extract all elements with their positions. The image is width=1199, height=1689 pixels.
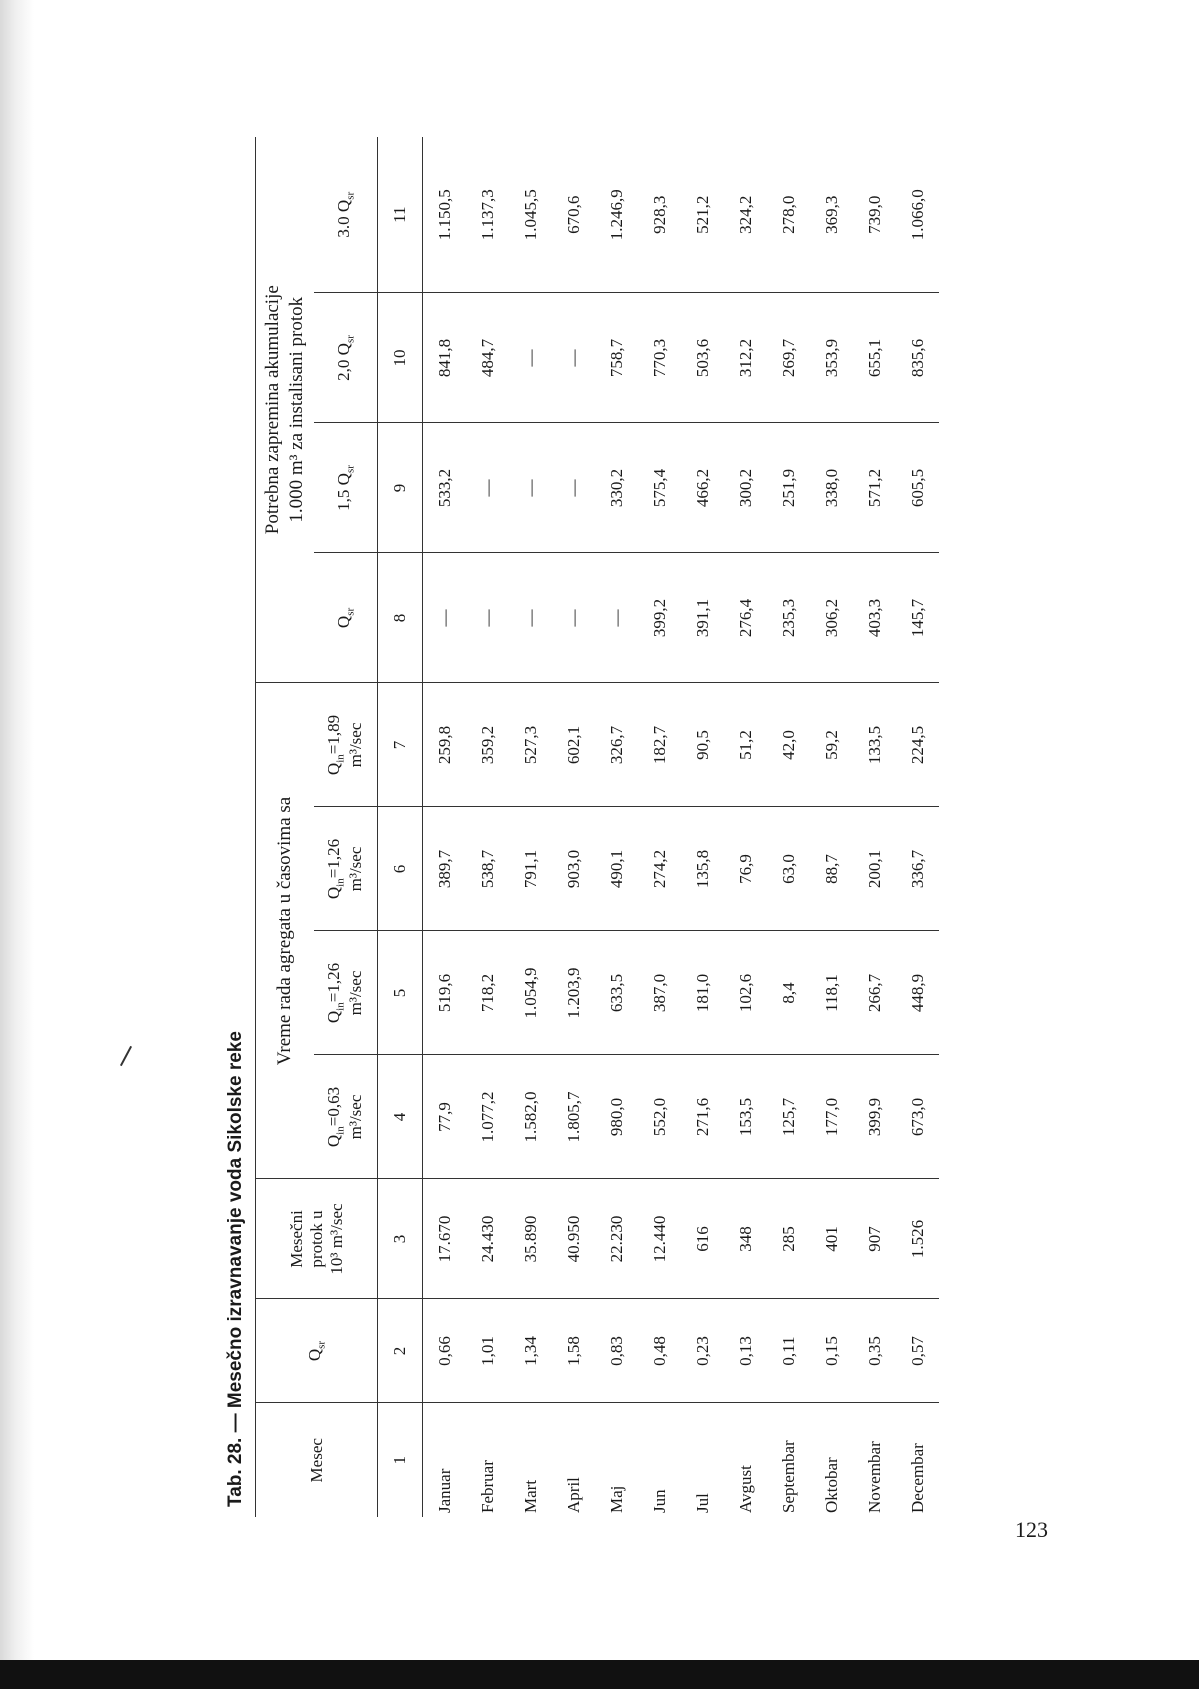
volume-15qsr-cell: 330,2 [595,423,638,553]
volume-qsr-cell: — [423,553,467,683]
table-row [552,137,595,1517]
volume-qsr-cell: 276,4 [724,553,767,683]
monthly-flow-cell: 1.526 [896,1179,939,1299]
table-row [896,137,939,1517]
volume-20qsr-cell: 484,7 [466,293,509,423]
volume-20qsr-cell: 312,2 [724,293,767,423]
volume-30qsr-cell: 1.045,5 [509,137,552,293]
volume-30qsr-cell: 521,2 [681,137,724,293]
table-row [595,137,638,1517]
column-number: 1 [378,1403,423,1517]
volume-15qsr-cell: 251,9 [767,423,810,553]
hours-qin-126a-cell: 118,1 [810,931,853,1055]
volume-qsr-cell: — [509,553,552,683]
monthly-flow-cell: 22.230 [595,1179,638,1299]
volume-30qsr-cell: 739,0 [853,137,896,293]
volume-qsr-cell: — [595,553,638,683]
monthly-flow-cell: 40.950 [552,1179,595,1299]
hours-qin-189-cell: 42,0 [767,683,810,807]
hours-qin-126b-cell: 903,0 [552,807,595,931]
hours-qin-189-cell: 90,5 [681,683,724,807]
volume-20qsr-cell: — [552,293,595,423]
header-zapremina-3-0-qsr: 3.0 $Q_{sr}$ [314,137,378,293]
hours-qin-126a-cell: 1.203,9 [552,931,595,1055]
column-number: 4 [378,1055,423,1179]
qsr-cell: 0,66 [423,1299,467,1403]
volume-15qsr-cell: 300,2 [724,423,767,553]
hours-qin-063-cell: 980,0 [595,1055,638,1179]
data-rows [423,137,940,1517]
hours-qin-126b-cell: 389,7 [423,807,467,931]
volume-30qsr-cell: 1.066,0 [896,137,939,293]
scan-stray-mark [120,1046,132,1066]
qsr-cell: 0,15 [810,1299,853,1403]
hours-qin-063-cell: 125,7 [767,1055,810,1179]
table-row [509,137,552,1517]
hours-qin-126b-cell: 76,9 [724,807,767,931]
column-number: 3 [378,1179,423,1299]
volume-20qsr-cell: 841,8 [423,293,467,423]
month-cell: Novembar [864,1441,884,1513]
column-number: 7 [378,683,423,807]
column-number: 10 [378,293,423,423]
hours-qin-126b-cell: 791,1 [509,807,552,931]
hours-qin-063-cell: 77,9 [423,1055,467,1179]
volume-qsr-cell: 403,3 [853,553,896,683]
hours-qin-126b-cell: 200,1 [853,807,896,931]
hours-qin-189-cell: 359,2 [466,683,509,807]
table-row [810,137,853,1517]
qsr-cell: 0,23 [681,1299,724,1403]
hours-qin-189-cell: 224,5 [896,683,939,807]
monthly-flow-cell: 12.440 [638,1179,681,1299]
qsr-cell: 0,57 [896,1299,939,1403]
qsr-cell: 0,83 [595,1299,638,1403]
header-zapremina-qsr: $Q_{sr}$ [314,553,378,683]
monthly-flow-cell: 616 [681,1179,724,1299]
table-row [767,137,810,1517]
hours-qin-126a-cell: 718,2 [466,931,509,1055]
volume-qsr-cell: — [552,553,595,683]
qsr-cell: 0,11 [767,1299,810,1403]
volume-15qsr-cell: — [552,423,595,553]
header-zapremina-2-0-qsr: 2,0 $Q_{sr}$ [314,293,378,423]
table-row [681,137,724,1517]
hours-qin-063-cell: 673,0 [896,1055,939,1179]
month-cell: Mart [520,1479,540,1513]
hours-qin-063-cell: 177,0 [810,1055,853,1179]
volume-30qsr-cell: 670,6 [552,137,595,293]
hours-qin-189-cell: 51,2 [724,683,767,807]
hours-qin-126b-cell: 336,7 [896,807,939,931]
header-qin-189: $Q_{in}=1,89$ m³/sec [314,683,378,807]
hours-qin-126a-cell: 448,9 [896,931,939,1055]
volume-15qsr-cell: 571,2 [853,423,896,553]
volume-30qsr-cell: 1.246,9 [595,137,638,293]
hours-qin-126a-cell: 8,4 [767,931,810,1055]
table-row [466,137,509,1517]
hours-qin-063-cell: 271,6 [681,1055,724,1179]
monthly-flow-cell: 348 [724,1179,767,1299]
volume-20qsr-cell: 503,6 [681,293,724,423]
header-qin-126-b: $Q_{in}=1,26$ m³/sec [314,807,378,931]
header-qin-063: $Q_{in}=0,63$ m³/sec [314,1055,378,1179]
month-cell: Septembar [778,1440,798,1513]
table-title: Tab. 28. — Mesečno izravnavanje voda Sikolske reke [225,1031,246,1507]
volume-15qsr-cell: 338,0 [810,423,853,553]
hours-qin-063-cell: 153,5 [724,1055,767,1179]
monthly-flow-cell: 401 [810,1179,853,1299]
column-number: 2 [378,1299,423,1403]
volume-20qsr-cell: 770,3 [638,293,681,423]
month-cell: Jun [649,1489,669,1513]
volume-30qsr-cell: 1.150,5 [423,137,467,293]
volume-qsr-cell: 391,1 [681,553,724,683]
volume-15qsr-cell: — [509,423,552,553]
volume-qsr-cell: — [466,553,509,683]
volume-15qsr-cell: 466,2 [681,423,724,553]
scan-edge-shading [0,0,34,1689]
monthly-flow-cell: 907 [853,1179,896,1299]
page-number: 123 [1015,1517,1048,1542]
hours-qin-126b-cell: 274,2 [638,807,681,931]
volume-30qsr-cell: 1.137,3 [466,137,509,293]
volume-30qsr-cell: 278,0 [767,137,810,293]
table-row [853,137,896,1517]
volume-20qsr-cell: 269,7 [767,293,810,423]
volume-qsr-cell: 235,3 [767,553,810,683]
volume-20qsr-cell: 655,1 [853,293,896,423]
volume-20qsr-cell: 353,9 [810,293,853,423]
monthly-flow-cell: 17.670 [423,1179,467,1299]
hours-qin-189-cell: 602,1 [552,683,595,807]
month-cell: Januar [434,1468,454,1513]
column-number-row [378,137,423,1517]
volume-15qsr-cell: 605,5 [896,423,939,553]
data-table [255,137,939,1517]
column-number: 6 [378,807,423,931]
hours-qin-063-cell: 1.805,7 [552,1055,595,1179]
column-number: 11 [378,137,423,293]
hours-qin-126a-cell: 1.054,9 [509,931,552,1055]
header-qin-126-a: $Q_{in}=1,26$ m³/sec [314,931,378,1055]
volume-qsr-cell: 145,7 [896,553,939,683]
month-cell: Februar [477,1460,497,1513]
month-cell: Decembar [907,1443,927,1513]
monthly-flow-cell: 35.890 [509,1179,552,1299]
volume-30qsr-cell: 324,2 [724,137,767,293]
qsr-cell: 0,48 [638,1299,681,1403]
column-number: 5 [378,931,423,1055]
hours-qin-189-cell: 326,7 [595,683,638,807]
table-row [423,137,467,1517]
hours-qin-126a-cell: 633,5 [595,931,638,1055]
month-cell: Maj [606,1485,626,1513]
rotated-table-block [221,137,983,1517]
qsr-cell: 1,58 [552,1299,595,1403]
hours-qin-063-cell: 399,9 [853,1055,896,1179]
column-number: 8 [378,553,423,683]
monthly-flow-cell: 24.430 [466,1179,509,1299]
volume-20qsr-cell: 835,6 [896,293,939,423]
hours-qin-126b-cell: 63,0 [767,807,810,931]
volume-20qsr-cell: 758,7 [595,293,638,423]
hours-qin-126a-cell: 266,7 [853,931,896,1055]
table-row [638,137,681,1517]
hours-qin-126b-cell: 490,1 [595,807,638,931]
column-number: 9 [378,423,423,553]
hours-qin-189-cell: 259,8 [423,683,467,807]
volume-qsr-cell: 399,2 [638,553,681,683]
hours-qin-126b-cell: 538,7 [466,807,509,931]
hours-qin-126a-cell: 519,6 [423,931,467,1055]
header-zapremina-1-5-qsr: 1,5 $Q_{sr}$ [314,423,378,553]
hours-qin-063-cell: 1.077,2 [466,1055,509,1179]
header-vreme-rada-group: Vreme rada agregata u časovima sa [256,683,314,1179]
hours-qin-063-cell: 552,0 [638,1055,681,1179]
month-cell: Avgust [735,1465,755,1513]
hours-qin-189-cell: 133,5 [853,683,896,807]
monthly-flow-cell: 285 [767,1179,810,1299]
month-cell: April [563,1477,583,1513]
hours-qin-126a-cell: 102,6 [724,931,767,1055]
qsr-cell: 1,01 [466,1299,509,1403]
header-qsr: $Q_{sr}$ [256,1299,378,1403]
header-potrebna-zapremina-group: Potrebna zapremina akumulacije 1.000 m³ za instalisani protok [256,137,314,683]
hours-qin-063-cell: 1.582,0 [509,1055,552,1179]
volume-15qsr-cell: — [466,423,509,553]
qsr-cell: 0,35 [853,1299,896,1403]
hours-qin-126a-cell: 181,0 [681,931,724,1055]
hours-qin-126b-cell: 88,7 [810,807,853,931]
hours-qin-126b-cell: 135,8 [681,807,724,931]
hours-qin-189-cell: 59,2 [810,683,853,807]
header-mesec: Mesec [256,1403,378,1517]
volume-15qsr-cell: 575,4 [638,423,681,553]
volume-30qsr-cell: 928,3 [638,137,681,293]
month-cell: Oktobar [821,1457,841,1513]
month-cell: Jul [692,1493,712,1513]
header-mesecni-protok: Mesečni protok u 10³ m³/sec [256,1179,378,1299]
hours-qin-189-cell: 182,7 [638,683,681,807]
qsr-cell: 1,34 [509,1299,552,1403]
qsr-cell: 0,13 [724,1299,767,1403]
hours-qin-126a-cell: 387,0 [638,931,681,1055]
volume-30qsr-cell: 369,3 [810,137,853,293]
volume-20qsr-cell: — [509,293,552,423]
volume-qsr-cell: 306,2 [810,553,853,683]
scan-bottom-bar [0,1660,1199,1689]
hours-qin-189-cell: 527,3 [509,683,552,807]
table-row [724,137,767,1517]
volume-15qsr-cell: 533,2 [423,423,467,553]
